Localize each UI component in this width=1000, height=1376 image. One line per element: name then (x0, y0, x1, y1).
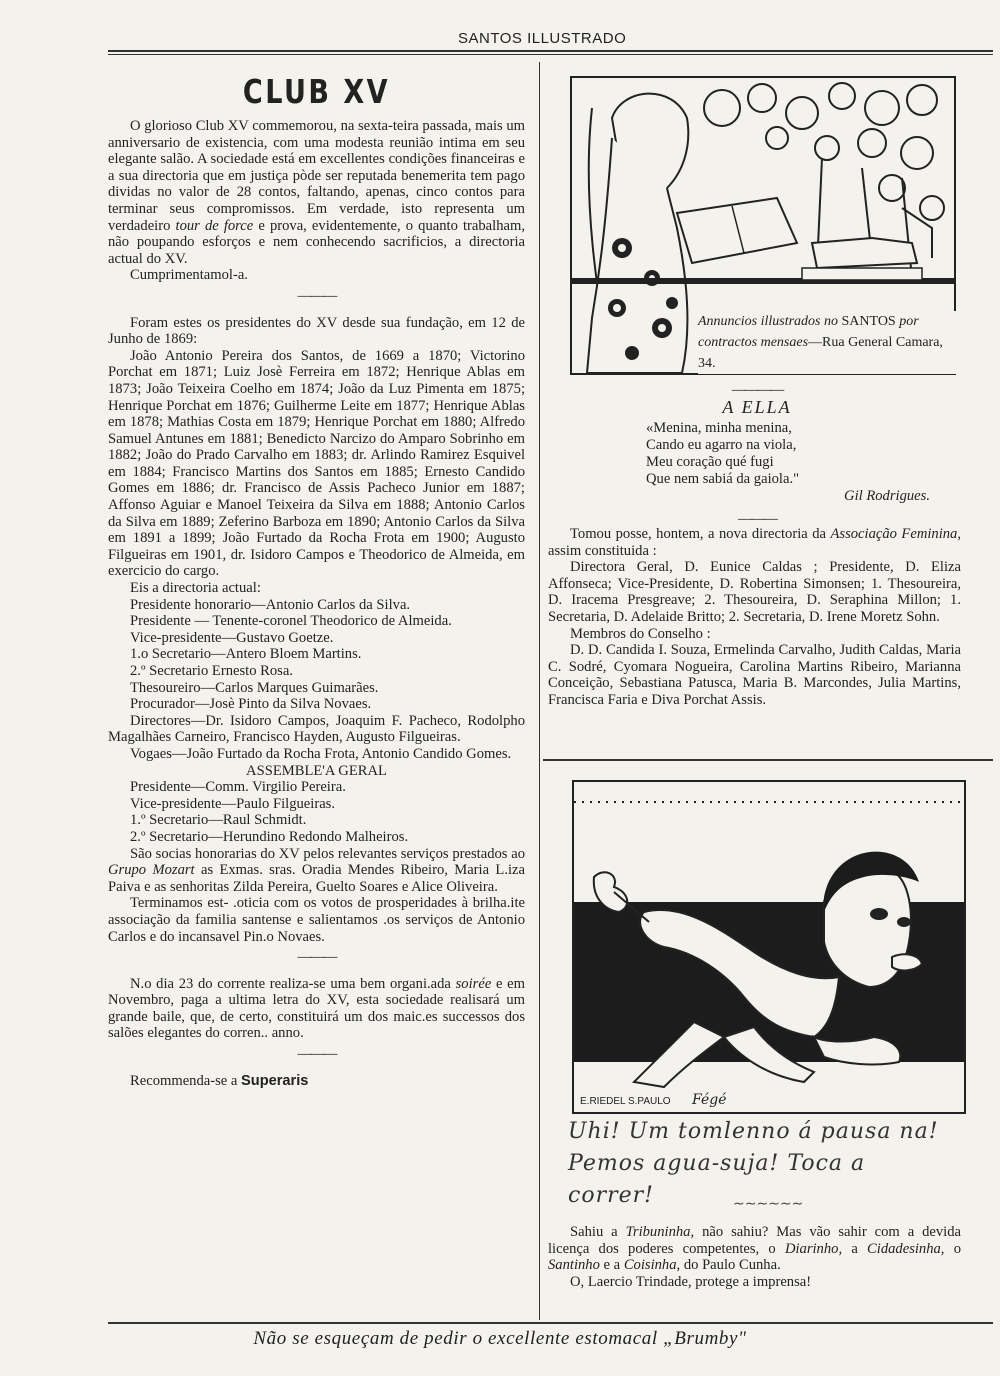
assembly-first-secretary: 1.º Secretario—Raul Schmidt. (130, 812, 307, 829)
paragraph-soiree: N.o dia 23 do corrente realiza-se uma bem organi.ada soirée e em Novembro, paga a ultima letra do XV, esta sociedade realisará um grande baile, que, de certo, constituirá um dos maic.es successos dos salões elegantes do corren.. anno. (108, 975, 525, 1042)
separator: ———— (731, 382, 783, 398)
assembly-second-secretary: 2.º Secretario—Herundino Redondo Malheiros. (130, 828, 409, 845)
assembly-president: Presidente—Comm. Virgilio Pereira. (130, 779, 346, 796)
column-divider (539, 62, 540, 1320)
paragraph-council-members: D. D. Candida I. Souza, Ermelinda Carvalho, Judith Caldas, Maria C. Sodré, Cyomara Nogueira, Carolina Martins Ribeiro, Marianna Conceição, Sebastiana Patusca, Maria B. Marcondes, Julia Martins, Francisca Faria e Diva Porchat Assis. (548, 642, 961, 708)
assembly-vice-president: Vice-presidente—Paulo Filgueiras. (130, 795, 336, 812)
separator: ——— (297, 287, 336, 304)
separator: ——— (297, 1046, 336, 1063)
header-rule (108, 50, 993, 52)
poem-line: Que nem sabiá da gaiola." (646, 471, 800, 487)
header-rule-thin (108, 54, 993, 55)
right-column-bottom (548, 1224, 961, 1290)
caricature-illustration (574, 782, 964, 1112)
paragraph-association: Tomou posse, hontem, a nova directoria da Associação Feminina, assim constituida : (548, 526, 962, 559)
board-president: Presidente — Tenente-coronel Theodorico de Almeida. (130, 613, 452, 630)
printer-signature: E.RIEDEL S.PAULO (580, 1096, 671, 1107)
artist-signature: Fégé (692, 1092, 727, 1108)
board-first-secretary: 1.o Secretario—Antero Bloem Martins. (130, 646, 362, 663)
article-title: CLUB XV (242, 72, 391, 111)
paragraph-presidents-list: João Antonio Pereira dos Santos, de 1669 a 1870; Victorino Porchat em 1871; Luiz Josè Ferreira em 1872; Henrique Ablas em 1873; João Teixeira Coelho em 1874; João da Luz Pimenta em 1875; Henrique Porchat em 1876; Guilherme Leite em 1877; Henrique Ablas em 1878; Mathias Costa em 1879; Henrique Porchat em 1880; Alfredo Samuel Antunes em 1881; Benedicto Narcizo do Amparo Sobrinho em 1882; João do Prado Carvalho em 1883; dr. Arlindo Ramirez Esquivel em 1884; Francisco Martins dos Santos em 1885; Ernesto Candido Gomes em 1886; dr. Francisco de Assis Pacheco Junior em 1887; Affonso Aguiar e Manoel Teixeira da Silva em 1888; Antonio Carlos da Silva em 1889; Zeferino Barboza em 1890; Antonio Carlos da Silva em 1891 a 1899; João Furtado da Rocha Frota em 1900; Augusto Filgueiras em 1901, dr. Isidoro Campos e Theodorico de Almeida, em exercicio do cargo. (108, 347, 525, 580)
paragraph-tribuninha: Sahiu a Tribuninha, não sahiu? Mas vão sahir com a devida licença dos poderes competentes, o Diarinho, a Cidadesinha, o Santinho e a Coisinha, do Paulo Cunha. (548, 1224, 961, 1274)
section-rule (543, 759, 993, 761)
poem-title: A ELLA (722, 397, 792, 417)
footer-advert: Não se esqueçam de pedir o excellente estomacal „Brumby" (253, 1328, 747, 1349)
left-column (108, 72, 525, 1089)
cartoon-handwritten-caption: Uhi! Um tomlenno á pausa na! Pemos agua-suja! Toca a correr! (568, 1119, 939, 1208)
board-second-secretary: 2.º Secretario Ernesto Rosa. (130, 663, 293, 679)
paragraph-intro: O glorioso Club XV commemorou, na sexta-teira passada, mais um anniversario de existencia, com uma modesta reunião intima em seu elegante salão. A sociedade está em excellentes condições financeiras e a sua directoria que em justiça pòde ser reputada benemerita tem pago dividas no valor de 28 contos, faltando, apenas, cinco contos para terminar seus compromissos. Em verdade, isto representa um verdadeiro tour de force e prova, evidentemente, o quanto trabalham, não poupando esforços e nem conhecendo sacrificios, a directoria actual do XV. (108, 118, 525, 267)
board-procurator: Procurador—Josè Pinto da Silva Novaes. (130, 696, 372, 713)
board-treasurer: Thesoureiro—Carlos Marques Guimarães. (130, 679, 379, 696)
wavy-separator: ∼∼∼∼∼∼ (733, 1197, 804, 1212)
board-vogaes: Vogaes—João Furtado da Rocha Frota, Antonio Candido Gomes. (130, 745, 512, 762)
paragraph-laercio: O, Laercio Trindade, protege a imprensa! (570, 1273, 812, 1290)
paragraph-closing: Terminamos est- .oticia com os votos de prosperidades à brilha.ite associação da familia santense e salientamos .os serviços de Antonio Carlos e do incansavel Pin.o Novaes. (108, 895, 525, 945)
right-column (548, 526, 961, 709)
board-vice-president: Vice-presidente—Gustavo Goetze. (130, 629, 334, 646)
board-honorary-president: Presidente honorario—Antonio Carlos da Silva. (130, 596, 411, 613)
poem-line: «Menina, minha menina, (646, 420, 792, 436)
poem (552, 382, 962, 528)
ad-caption: Annuncios illustrados no SANTOS por contractos mensaes—Rua General Camara, 34. (698, 311, 958, 374)
paragraph-board-intro: Eis a directoria actual: (130, 580, 261, 597)
paragraph-presidents-intro: Foram estes os presidentes do XV desde sua fundação, em 12 de Junho de 1869: (108, 314, 525, 348)
separator: ——— (297, 949, 336, 966)
poem-author: Gil Rodrigues. (844, 488, 930, 504)
paragraph-congrats: Cumprimentamol-a. (130, 267, 248, 284)
paragraph-council-heading: Membros do Conselho : (570, 625, 711, 642)
separator: ——— (738, 511, 776, 527)
paragraph-association-board: Directora Geral, D. Eunice Caldas ; Presidente, D. Eliza Affonseca; Vice-Presidente, D. Robertina Simonsen; 1. Thesoureira, D. Iracema Presgreave; 2. Thesoureira, D. Seraphina Millon; 1. Secretaria, D. Adelaide Britto; 2. Secretaria, D. Irene Moretz Sohn. (548, 559, 961, 625)
poem-line: Cando eu agarro na viola, (646, 437, 797, 453)
board-directors: Directores—Dr. Isidoro Campos, Joaquim F. Pacheco, Rodolpho Magalhães Carneiro, Francisco Hayden, Augusto Filgueiras. (108, 712, 525, 746)
running-title: SANTOS ILLUSTRADO (458, 30, 627, 47)
poem-line: Meu coração qué fugi (646, 454, 774, 470)
footer-rule (108, 1322, 993, 1324)
assembly-heading: ASSEMBLE'A GERAL (246, 762, 387, 779)
paragraph-honorary-members: São socias honorarias do XV pelos relevantes serviços prestados ao Grupo Mozart as Exmas. sras. Oradia Mendes Ribeiro, Maria L.iza Paiva e as senhoritas Zilda Pereira, Guelto Soares e Alice Oliveira. (108, 845, 525, 895)
paragraph-recommendation: Recommenda-se a Superaris (130, 1072, 309, 1089)
caricature-cartoon (572, 780, 966, 1114)
